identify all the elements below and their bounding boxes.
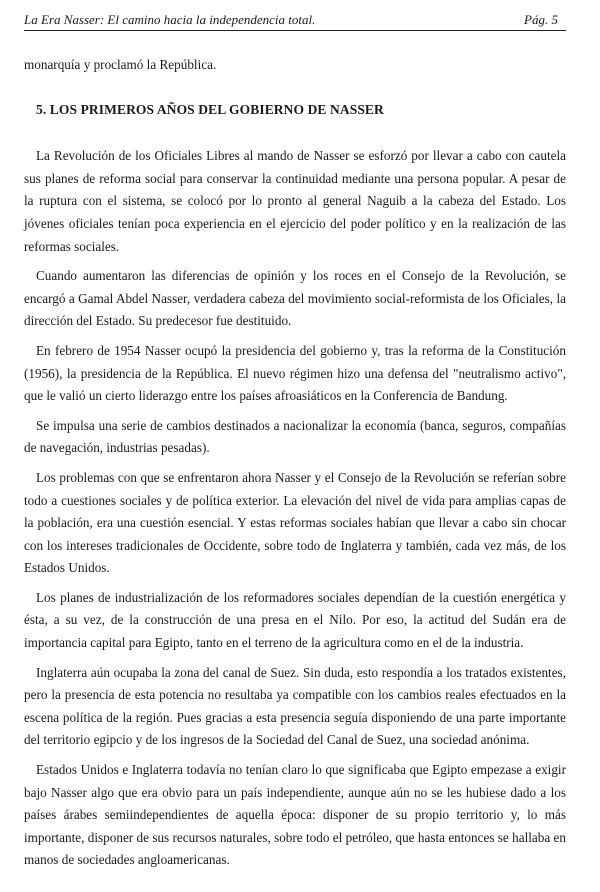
paragraph: Cuando aumentaron las diferencias de opinión y los roces en el Consejo de la Revolución, se encargó a Gamal Abdel Nasser, verdadera cabeza del movimiento social-reformista de los Oficiales, la dirección del Estado. Su predecesor fue destituido. [24, 268, 566, 329]
section-heading: 5. LOS PRIMEROS AÑOS DEL GOBIERNO DE NASSER [36, 101, 384, 117]
paragraph: Inglaterra aún ocupaba la zona del canal de Suez. Sin duda, esto respondía a los tratados existentes, pero la presencia de esta potencia no resultaba ya compatible con los cambios reales efectuados en la escena política de la región. Pues gracias a esta presencia seguía disponiendo de una parte importante del territorio egipcio y de los ingresos de la Sociedad del Canal de Suez, una sociedad anónima. [24, 664, 566, 748]
paragraph: Los planes de industrialización de los reformadores sociales dependían de la cuestión energética y ésta, a su vez, de la construcción de una presa en el Nilo. Por eso, la actitud del Sudán era de importancia capital para Egipto, tanto en el terreno de la agricultura como en el de la industria. [24, 589, 566, 651]
paragraph: En febrero de 1954 Nasser ocupó la presidencia del gobierno y, tras la reforma de la Constitución (1956), la presidencia de la República. El nuevo régimen hizo una defensa del "neutralismo activo", que le valió un cierto liderazgo entre los países afroasiáticos en la Conferencia de Bandung. [24, 342, 566, 404]
paragraph: La Revolución de los Oficiales Libres al mando de Nasser se esforzó por llevar a cabo con cautela sus planes de reforma social para conservar la continuidad mediante una persona popular. A pesar de la ruptura con el sistema, se colocó por lo pronto al general Naguib a la cabeza del Estado. Los jóvenes oficiales tenían poca experiencia en el ejercicio del poder político y en la realización de las reformas sociales. [24, 148, 566, 254]
continuation-line: monarquía y proclamó la República. [24, 57, 217, 72]
page-body [24, 54, 566, 879]
paragraph: Se impulsa una serie de cambios destinados a nacionalizar la economía (banca, seguros, compañías de navegación, industrias pesadas). [24, 417, 566, 456]
running-header [24, 10, 566, 31]
paragraph: Los problemas con que se enfrentaron ahora Nasser y el Consejo de la Revolución se referían sobre todo a cuestiones sociales y de política exterior. La elevación del nivel de vida para amplias capas de la población, era una cuestión esencial. Y estas reformas sociales habían que llevar a cabo sin chocar con los intereses tradicionales de Occidente, sobre todo de Inglaterra y también, cada vez más, de los Estados Unidos. [24, 469, 566, 576]
page-number: Pág. 5 [524, 12, 558, 27]
header-title: La Era Nasser: El camino hacia la independencia total. [24, 12, 316, 27]
paragraph: Estados Unidos e Inglaterra todavía no tenían claro lo que significaba que Egipto empezase a exigir bajo Nasser algo que era obvio para un país independiente, aunque aún no se les hubiese dado a los países árabes semiindependientes de aquella época: disponer de su propio territorio y, lo más importante, disponer de sus recursos naturales, sobre todo el petróleo, que hasta entonces se hallaba en manos de sociedades angloamericanas. [24, 762, 566, 868]
